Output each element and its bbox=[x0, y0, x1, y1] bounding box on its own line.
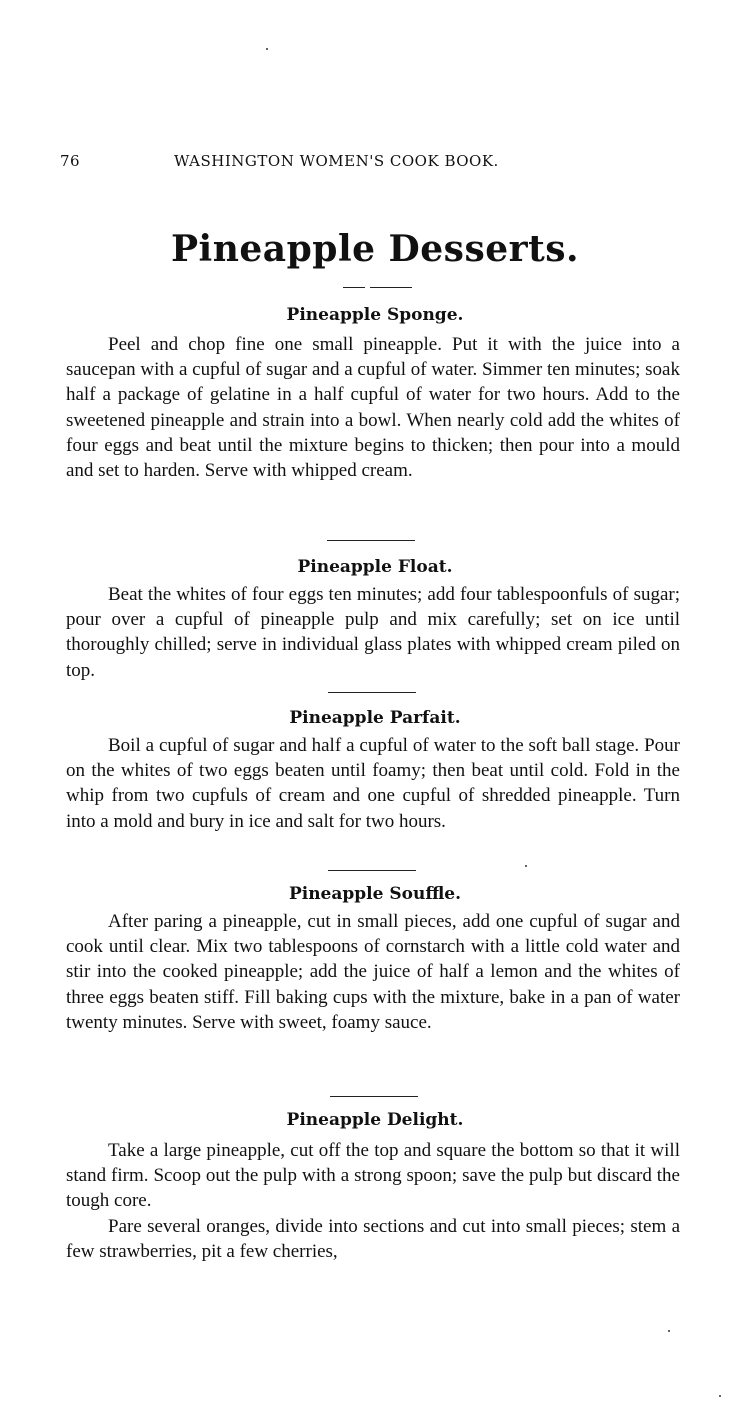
scan-speck bbox=[719, 1395, 721, 1397]
recipe-paragraph: Take a large pineapple, cut off the top and square the bottom so that it will stand firm. Scoop out the pulp with a strong spoon; save the pulp but discard the tough core. bbox=[66, 1140, 680, 1212]
recipe-title: Pineapple Delight. bbox=[286, 1110, 464, 1130]
recipe-title: Pineapple Souffle. bbox=[288, 884, 462, 904]
scan-speck bbox=[668, 1330, 670, 1332]
scan-speck bbox=[525, 865, 527, 867]
running-head bbox=[60, 152, 560, 174]
recipe-title: Pineapple Parfait. bbox=[289, 708, 461, 728]
scan-speck bbox=[266, 48, 268, 50]
recipe-paragraph: Beat the whites of four eggs ten minutes; add four tablespoonfuls of sugar; pour over a cupful of pineapple pulp and mix carefully; set on ice until thoroughly chilled; serve in individual glass plates with whipped cream piled on top. bbox=[66, 584, 680, 681]
recipe-paragraph: Boil a cupful of sugar and half a cupful of water to the soft ball stage. Pour on the whites of two eggs beaten until foamy; then beat until cold. Fold in the whip from two cupfuls of cream and one cupful of shredded pineapple. Turn into a mold and bury in ice and salt for two hours. bbox=[66, 735, 680, 832]
chapter-divider-right bbox=[370, 287, 412, 288]
recipe-title: Pineapple Float. bbox=[297, 557, 453, 577]
section-divider bbox=[328, 870, 416, 871]
recipe-paragraph: Pare several oranges, divide into sections and cut into small pieces; stem a few strawberries, pit a few cherries, bbox=[66, 1216, 680, 1263]
book-title: WASHINGTON WOMEN'S COOK BOOK. bbox=[174, 152, 499, 170]
section-divider bbox=[330, 1096, 418, 1097]
chapter-title: Pineapple Desserts. bbox=[170, 228, 580, 270]
section-divider bbox=[327, 540, 415, 541]
page-number: 76 bbox=[60, 152, 81, 170]
recipe-title: Pineapple Sponge. bbox=[286, 305, 464, 325]
recipe-paragraph: After paring a pineapple, cut in small pieces, add one cupful of sugar and cook until clear. Mix two tablespoons of cornstarch with a little cold water and stir into the cooked pineapple; add the juice of half a lemon and the whites of three eggs beaten stiff. Fill baking cups with the mixture, bake in a pan of water twenty minutes. Serve with sweet, foamy sauce. bbox=[66, 911, 680, 1033]
recipe-paragraph: Peel and chop fine one small pineapple. Put it with the juice into a saucepan with a cupful of sugar and a cupful of water. Simmer ten minutes; soak half a package of gelatine in a half cupful of water for two hours. Add to the sweetened pineapple and strain into a bowl. When nearly cold add the whites of four eggs and beat until the mixture begins to thicken; then pour into a mould and set to harden. Serve with whipped cream. bbox=[66, 334, 680, 482]
section-divider bbox=[328, 692, 416, 693]
chapter-divider-left bbox=[343, 287, 365, 288]
